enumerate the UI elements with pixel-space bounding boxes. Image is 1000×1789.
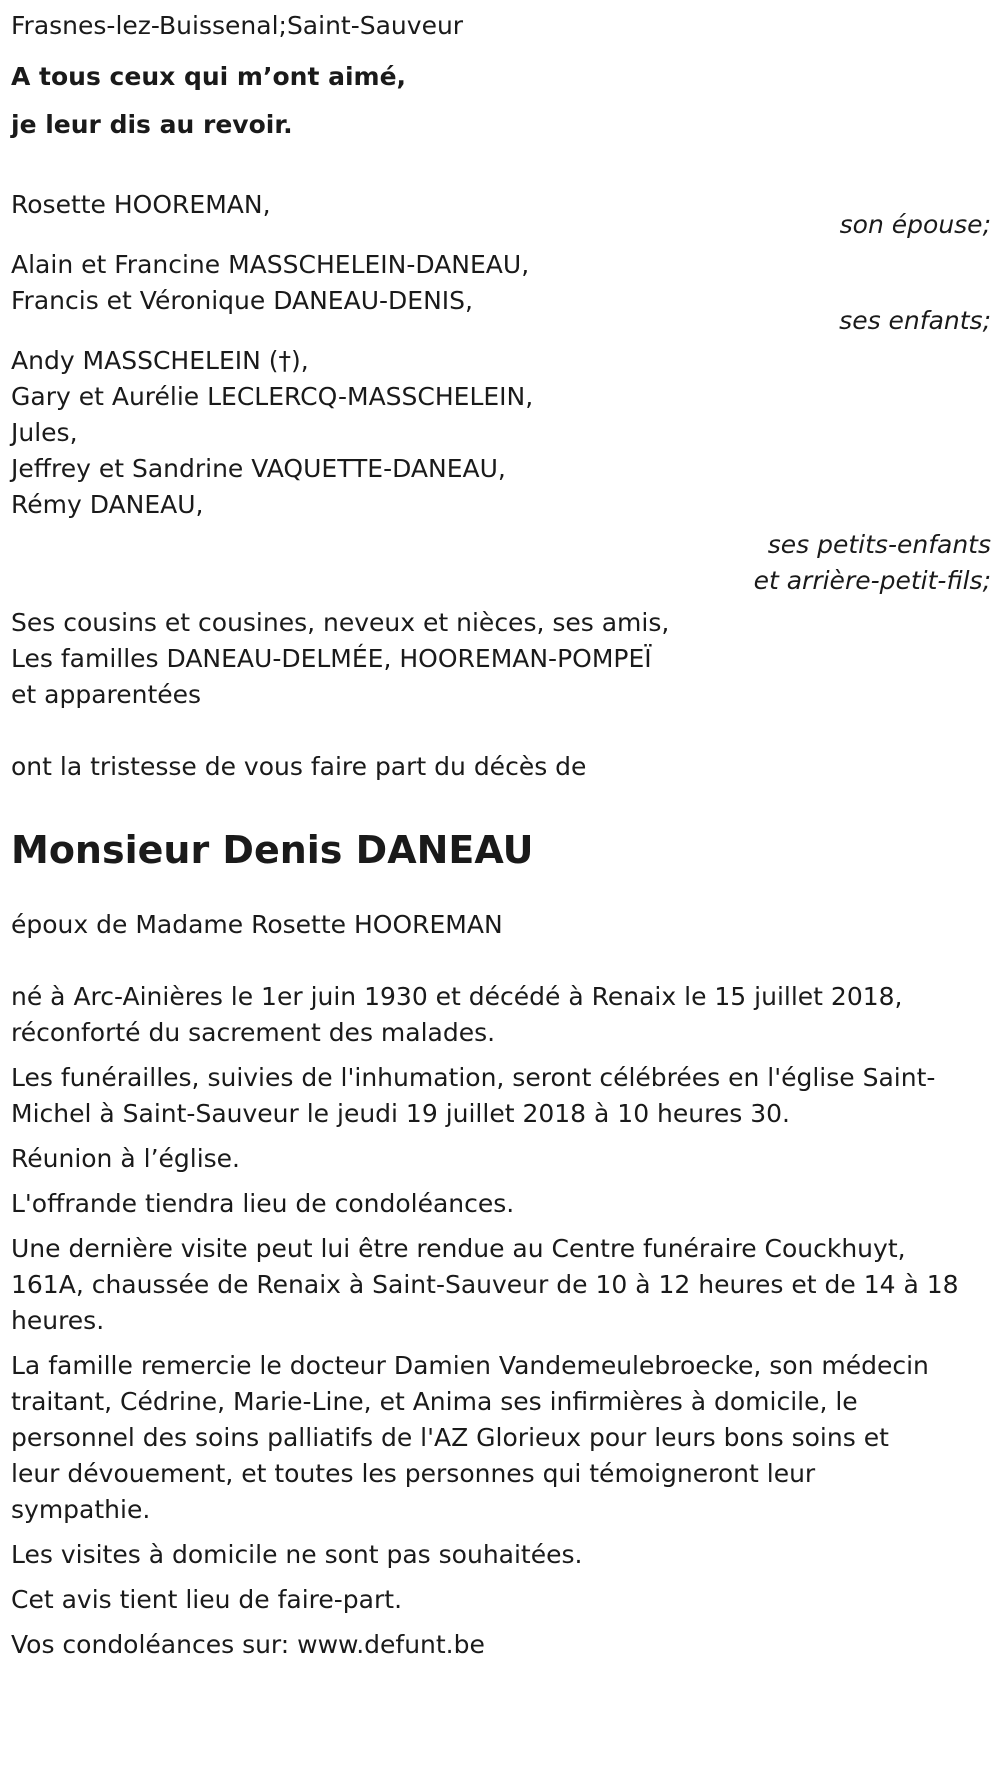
home-visits-text: Les visites à domicile ne sont pas souhaitées. xyxy=(11,1540,583,1569)
paragraph-line: leur dévouement, et toutes les personnes qui témoigneront leur xyxy=(11,1459,816,1488)
paragraph-line: Michel à Saint-Sauveur le jeudi 19 juillet 2018 à 10 heures 30. xyxy=(11,1099,790,1128)
family-others xyxy=(11,605,991,713)
grandchild-name: Jules, xyxy=(11,418,78,447)
funeral-paragraph xyxy=(11,1060,991,1132)
quote-line-2: je leur dis au revoir. xyxy=(11,110,293,139)
obituary-notice xyxy=(11,6,991,1672)
condolences-text: Vos condoléances sur: www.defunt.be xyxy=(11,1630,485,1659)
quote-line-1: A tous ceux qui m’ont aimé, xyxy=(11,62,407,91)
paragraph-line: personnel des soins palliatifs de l'AZ Glorieux pour leurs bons soins et xyxy=(11,1423,889,1452)
paragraph-line: réconforté du sacrement des malades. xyxy=(11,1018,496,1047)
farewell-quote xyxy=(11,55,991,151)
spouse-role: son épouse; xyxy=(839,210,991,239)
child-name: Alain et Francine MASSCHELEIN-DANEAU, xyxy=(11,250,530,279)
thanks-paragraph xyxy=(11,1348,991,1528)
family-grandchildren xyxy=(11,343,991,599)
others-line: et apparentées xyxy=(11,680,202,709)
visit-paragraph xyxy=(11,1231,991,1339)
spouse-name: Rosette HOOREMAN, xyxy=(11,190,271,219)
grandchild-name: Andy MASSCHELEIN (†), xyxy=(11,346,309,375)
deceased-spouse-line: époux de Madame Rosette HOOREMAN xyxy=(11,910,503,939)
family-spouse xyxy=(11,185,991,245)
grandchild-name: Gary et Aurélie LECLERCQ-MASSCHELEIN, xyxy=(11,382,534,411)
family-children xyxy=(11,247,991,341)
paragraph-line: Les funérailles, suivies de l'inhumation, seront célébrées en l'église Saint- xyxy=(11,1063,936,1092)
paragraph-line: né à Arc-Ainières le 1er juin 1930 et décédé à Renaix le 15 juillet 2018, xyxy=(11,982,903,1011)
announcement-text: ont la tristesse de vous faire part du décès de xyxy=(11,752,587,781)
children-role: ses enfants; xyxy=(839,306,991,335)
notice-text: Cet avis tient lieu de faire-part. xyxy=(11,1585,403,1614)
paragraph-line: traitant, Cédrine, Marie-Line, et Anima ses infirmières à domicile, le xyxy=(11,1387,858,1416)
location-header: Frasnes-lez-Buissenal;Saint-Sauveur xyxy=(11,11,464,40)
others-line: Les familles DANEAU-DELMÉE, HOOREMAN-POMPEÏ xyxy=(11,644,652,673)
offering-text: L'offrande tiendra lieu de condoléances. xyxy=(11,1189,515,1218)
paragraph-line: La famille remercie le docteur Damien Vandemeulebroecke, son médecin xyxy=(11,1351,929,1380)
grandchildren-role-2: et arrière-petit-fils; xyxy=(753,566,991,595)
grandchildren-role-1: ses petits-enfants xyxy=(767,530,991,559)
grandchild-name: Rémy DANEAU, xyxy=(11,490,204,519)
paragraph-line: sympathie. xyxy=(11,1495,151,1524)
deceased-name: Monsieur Denis DANEAU xyxy=(11,828,534,872)
others-line: Ses cousins et cousines, neveux et nièces, ses amis, xyxy=(11,608,670,637)
paragraph-line: 161A, chaussée de Renaix à Saint-Sauveur de 10 à 12 heures et de 14 à 18 xyxy=(11,1270,959,1299)
child-name: Francis et Véronique DANEAU-DENIS, xyxy=(11,286,473,315)
paragraph-line: heures. xyxy=(11,1306,105,1335)
meeting-text: Réunion à l’église. xyxy=(11,1144,241,1173)
paragraph-line: Une dernière visite peut lui être rendue au Centre funéraire Couckhuyt, xyxy=(11,1234,906,1263)
grandchild-name: Jeffrey et Sandrine VAQUETTE-DANEAU, xyxy=(11,454,506,483)
birth-death-paragraph xyxy=(11,979,991,1051)
